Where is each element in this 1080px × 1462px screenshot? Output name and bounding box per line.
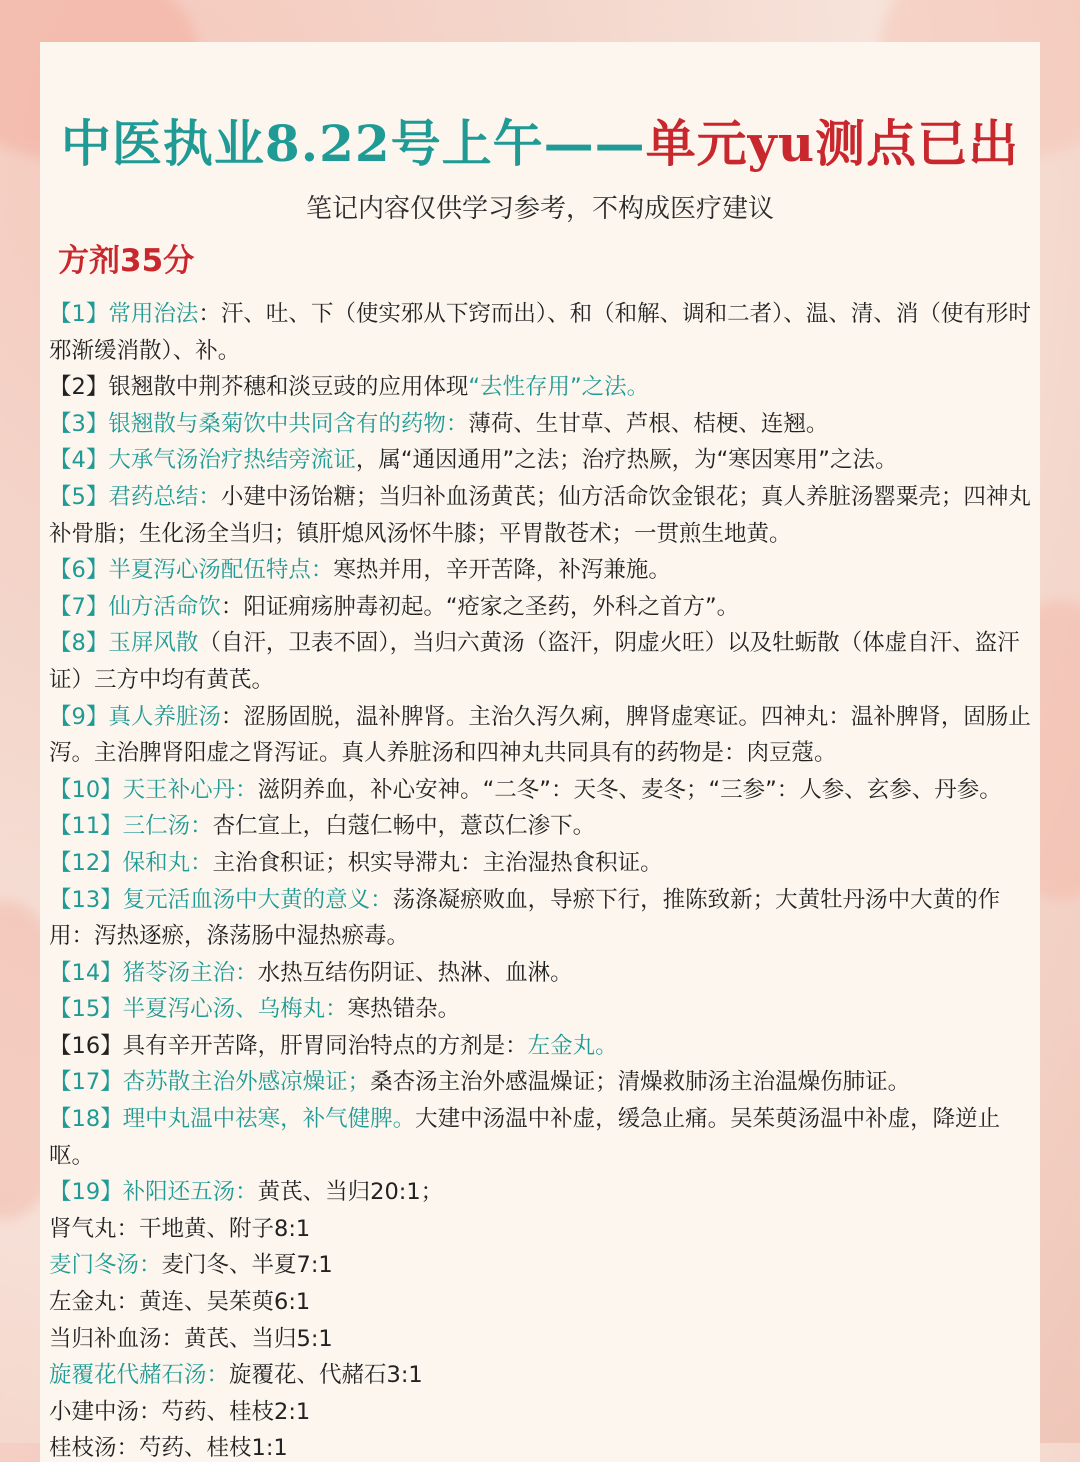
note-highlight-text: 【10】天王补心丹： xyxy=(49,776,258,803)
note-highlight-text: 左金丸。 xyxy=(527,1032,618,1059)
notes-list xyxy=(49,296,1031,1462)
note-highlight-text: 旋覆花代赭石汤： xyxy=(49,1362,230,1389)
note-text: 寒热并用，辛开苦降，补泻兼施。 xyxy=(333,557,671,584)
note-item xyxy=(49,442,1031,479)
notes-card xyxy=(40,42,1040,1462)
note-text: 当归补血汤：黄芪、当归5:1 xyxy=(49,1325,333,1352)
note-text: 小建中汤饴糖；当归补血汤黄芪；仙方活命饮金银花；真人养脏汤罂粟壳；四神丸补骨脂；生化汤全当归；镇肝熄风汤怀牛膝；平胃散苍术；一贯煎生地黄。 xyxy=(49,483,1031,547)
note-highlight-text: 【11】三仁汤： xyxy=(49,813,213,840)
note-text: 左金丸：黄连、吴茱萸6:1 xyxy=(49,1289,311,1316)
title-part-teal: 中医执业8.22号上午—— xyxy=(60,114,646,173)
note-highlight-text: 【7】仙方活命饮 xyxy=(49,593,221,620)
note-item xyxy=(49,772,1031,809)
note-item xyxy=(49,1284,1031,1321)
note-highlight-text: 【12】保和丸： xyxy=(49,849,213,876)
note-item xyxy=(49,1394,1031,1431)
note-item xyxy=(49,955,1031,992)
note-text: 麦门冬、半夏7:1 xyxy=(161,1252,333,1279)
note-text: 滋阴养血，补心安神。“二冬”：天冬、麦冬；“三参”：人参、玄参、丹参。 xyxy=(257,776,1002,803)
note-highlight-text: 【14】猪苓汤主治： xyxy=(49,959,258,986)
note-highlight-text: 【15】半夏泻心汤、乌梅丸： xyxy=(49,996,348,1023)
note-item xyxy=(49,406,1031,443)
note-item xyxy=(49,808,1031,845)
section-heading: 方剂35分 xyxy=(58,243,195,279)
note-highlight-text: 【18】理中丸温中祛寒，补气健脾。 xyxy=(49,1106,416,1133)
note-highlight-text: 【17】杏苏散主治外感凉燥证； xyxy=(49,1069,371,1096)
note-highlight-text: 【19】补阳还五汤： xyxy=(49,1179,258,1206)
note-text: ，属“通因通用”之法；治疗热厥，为“寒因寒用”之法。 xyxy=(355,447,898,474)
note-text: 桂枝汤：芍药、桂枝1:1 xyxy=(49,1435,288,1462)
note-item xyxy=(49,1211,1031,1248)
note-item xyxy=(49,845,1031,882)
note-highlight-text: “去性存用”之法。 xyxy=(468,374,650,401)
note-text: 寒热错杂。 xyxy=(347,996,461,1023)
note-text: 肾气丸：干地黄、附子8:1 xyxy=(49,1215,311,1242)
note-highlight-text: 【1】常用治法 xyxy=(49,301,199,327)
note-highlight-text: 【13】复元活血汤中大黄的意义： xyxy=(49,886,393,913)
title-part-red: 单元yu测点已出 xyxy=(645,114,1020,173)
note-text: 主治食积证；枳实导滞丸：主治湿热食积证。 xyxy=(212,849,663,876)
note-text: 小建中汤：芍药、桂枝2:1 xyxy=(49,1398,311,1425)
note-item xyxy=(49,1357,1031,1394)
note-text: 薄荷、生甘草、芦根、桔梗、连翘。 xyxy=(468,410,829,437)
note-item xyxy=(49,1101,1031,1174)
note-item xyxy=(49,479,1031,552)
note-text: 大建中汤温中补虚，缓急止痛。吴茱萸汤温中补虚，降逆止呕。 xyxy=(49,1106,1001,1169)
note-text: ：涩肠固脱，温补脾肾。主治久泻久痢，脾肾虚寒证。四神丸：温补脾肾，固肠止泻。主治脾肾阳虚之肾泻证。真人养脏汤和四神丸共同具有的药物是：肉豆蔻。 xyxy=(49,703,1031,767)
note-item xyxy=(49,1430,1031,1462)
note-item xyxy=(49,1174,1031,1211)
note-item xyxy=(49,882,1031,955)
note-item xyxy=(49,699,1031,772)
note-item xyxy=(49,1028,1031,1065)
note-text: 荡涤凝瘀败血，导瘀下行，推陈致新；大黄牡丹汤中大黄的作用：泻热逐瘀，涤荡肠中湿热瘀毒。 xyxy=(49,886,1001,950)
note-item xyxy=(49,1321,1031,1358)
note-highlight-text: 【9】真人养脏汤 xyxy=(49,703,221,730)
note-highlight-text: 麦门冬汤： xyxy=(49,1252,162,1279)
note-item xyxy=(49,1064,1031,1101)
note-highlight-text: 【8】玉屏风散 xyxy=(49,630,199,657)
note-item xyxy=(49,625,1031,698)
note-item xyxy=(49,369,1031,406)
note-item xyxy=(49,1247,1031,1284)
note-text: 桑杏汤主治外感温燥证；清燥救肺汤主治温燥伤肺证。 xyxy=(370,1069,911,1096)
note-item xyxy=(49,991,1031,1028)
note-text: ：阳证痈疡肿毒初起。“疮家之圣药，外科之首方”。 xyxy=(220,593,740,620)
note-item xyxy=(49,552,1031,589)
note-text: 【16】具有辛开苦降，肝胃同治特点的方剂是： xyxy=(49,1032,528,1059)
note-item xyxy=(49,589,1031,626)
note-text: 黄芪、当归20:1； xyxy=(257,1179,444,1206)
note-highlight-text: 【3】银翘散与桑菊饮中共同含有的药物： xyxy=(49,410,469,437)
page-title xyxy=(40,104,1040,176)
note-text: 水热互结伤阴证、热淋、血淋。 xyxy=(257,959,573,986)
note-text: 【2】银翘散中荆芥穗和淡豆豉的应用体现 xyxy=(49,374,469,401)
note-item xyxy=(49,296,1031,369)
note-text: ：汗、吐、下（使实邪从下窍而出）、和（和解、调和二者）、温、清、消（使有形时邪渐缓消散）、补。 xyxy=(49,301,1031,364)
note-highlight-text: 【5】君药总结： xyxy=(49,483,221,510)
disclaimer-subtitle: 笔记内容仅供学习参考，不构成医疗建议 xyxy=(305,194,774,224)
note-highlight-text: 【6】半夏泻心汤配伍特点： xyxy=(49,557,334,584)
note-text: 杏仁宣上，白蔻仁畅中，薏苡仁渗下。 xyxy=(212,813,596,840)
note-text: （自汗，卫表不固），当归六黄汤（盗汗，阴虚火旺）以及牡蛎散（体虚自汗、盗汗证）三方中均有黄芪。 xyxy=(49,630,1020,693)
note-highlight-text: 【4】大承气汤治疗热结旁流证 xyxy=(49,447,356,474)
note-text: 旋覆花、代赭石3:1 xyxy=(229,1362,423,1389)
